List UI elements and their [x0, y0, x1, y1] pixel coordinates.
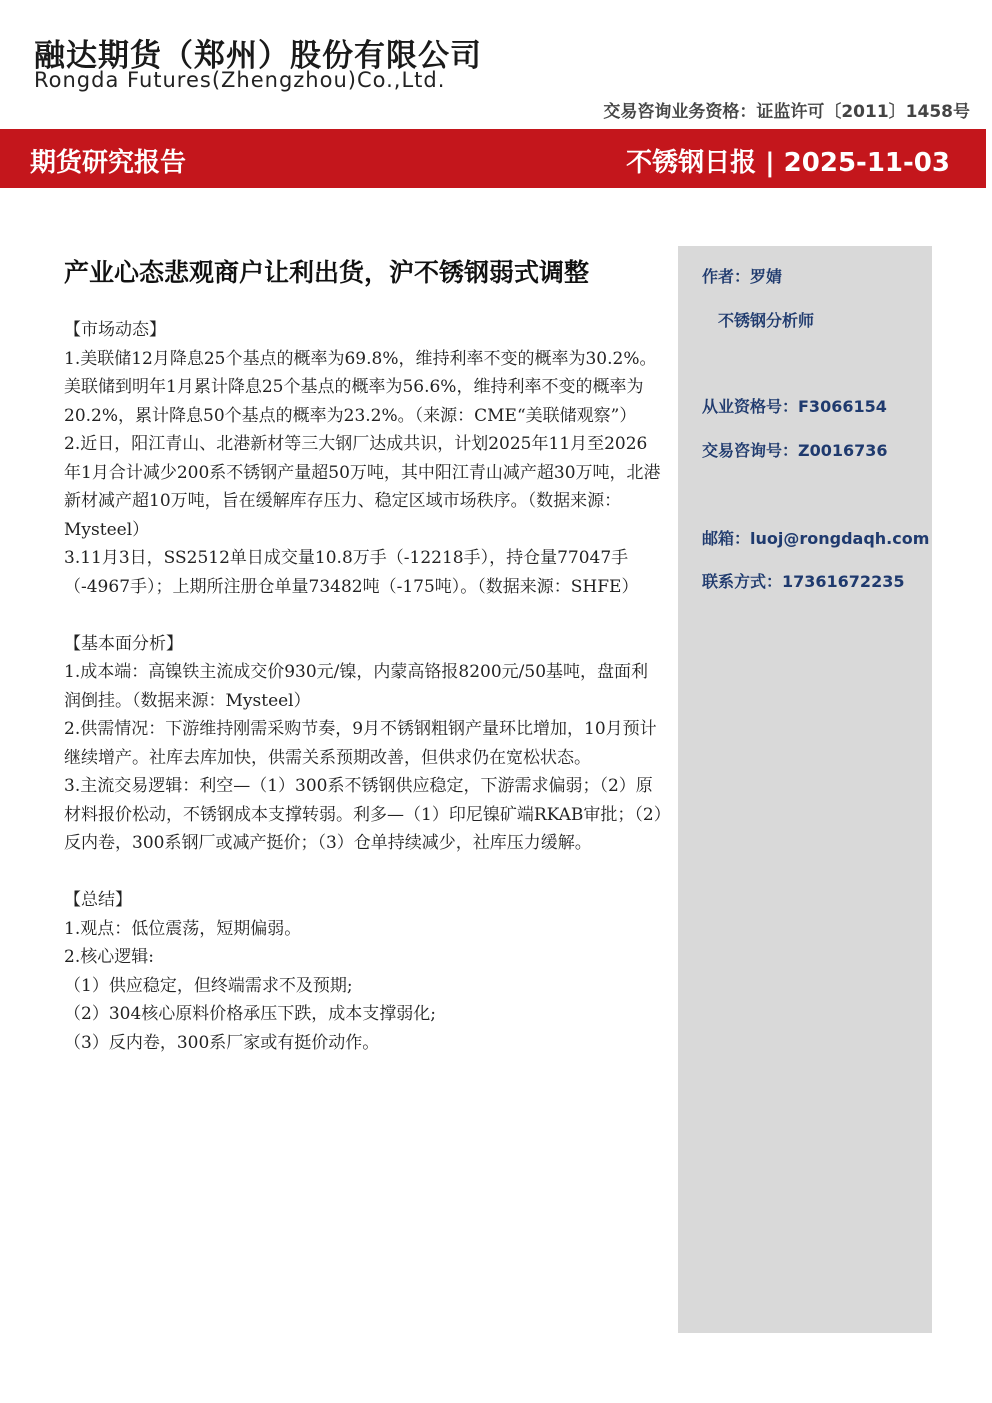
section-title-summary: 【总结】 — [64, 890, 132, 910]
market-item: 1.美联储12月降息25个基点的概率为69.8%，维持利率不变的概率为30.2%。美联储到明年1月累计降息25个基点的概率为56.6%，维持利率不变的概率为20.2%，累计降息50个基点的概率为23.2%。（来源：CME“美联储观察”） — [64, 348, 657, 426]
summary-logic-item: （2）304核心原料价格承压下跌，成本支撑弱化; — [64, 1004, 436, 1024]
author-email[interactable]: 邮箱：luoj@rongdaqh.com — [702, 529, 930, 548]
summary-logic-item: （3）反内卷，300系厂家或有挺价动作。 — [64, 1032, 380, 1053]
report-headline: 产业心态悲观商户让利出货，沪不锈钢弱式调整 — [64, 258, 590, 287]
summary-view: 1.观点：低位震荡，短期偏弱。 — [64, 918, 302, 939]
market-item: 2.近日，阳江青山、北港新材等三大钢厂达成共识，计划2025年11月至2026年1月合计减少200系不锈钢产量超50万吨，其中阳江青山减产超30万吨，北港新材减产超10万吨，旨在缓解库存压力、稳定区域市场秩序。（数据来源：Mysteel） — [64, 434, 661, 540]
license-info: 交易咨询业务资格：证监许可〔2011〕1458号 — [603, 102, 970, 122]
author-name: 作者：罗婧 — [702, 267, 783, 286]
report-title-date: 不锈钢日报 | 2025-11-03 — [626, 148, 950, 178]
fundamentals-item: 1.成本端：高镍铁主流成交价930元/镍，内蒙高铬报8200元/50基吨，盘面利润倒挂。（数据来源：Mysteel） — [64, 662, 649, 711]
report-body — [64, 316, 664, 1057]
qualification-number: 从业资格号：F3066154 — [702, 397, 887, 416]
section-title-market: 【市场动态】 — [64, 320, 166, 340]
report-category: 期货研究报告 — [30, 148, 187, 178]
fundamentals-item: 3.主流交易逻辑：利空—（1）300系不锈钢供应稳定，下游需求偏弱；（2）原材料报价松动，不锈钢成本支撑转弱。利多—（1）印尼镍矿端RKAB审批；（2）反内卷，300系钢厂或减产挺价；（3）仓单持续减少，社库压力缓解。 — [64, 776, 663, 853]
summary-logic-title: 2.核心逻辑: — [64, 947, 154, 967]
report-banner — [0, 129, 986, 188]
author-phone: 联系方式：17361672235 — [702, 572, 905, 591]
author-role: 不锈钢分析师 — [718, 311, 815, 330]
author-sidebar — [678, 246, 932, 1333]
market-item: 3.11月3日，SS2512单日成交量10.8万手（-12218手），持仓量77047手（-4967手）；上期所注册仓单量73482吨（-175吨）。（数据来源：SHFE） — [64, 548, 639, 597]
company-name-en: Rongda Futures(Zhengzhou)Co.,Ltd. — [34, 68, 446, 92]
fundamentals-item: 2.供需情况：下游维持刚需采购节奏，9月不锈钢粗钢产量环比增加，10月预计继续增产。社库去库加快，供需关系预期改善，但供求仍在宽松状态。 — [64, 719, 657, 768]
section-title-fundamentals: 【基本面分析】 — [64, 633, 183, 654]
consult-number: 交易咨询号：Z0016736 — [702, 441, 888, 460]
summary-logic-item: （1）供应稳定，但终端需求不及预期; — [64, 975, 353, 996]
company-name-cn: 融达期货（郑州）股份有限公司 — [34, 38, 482, 74]
